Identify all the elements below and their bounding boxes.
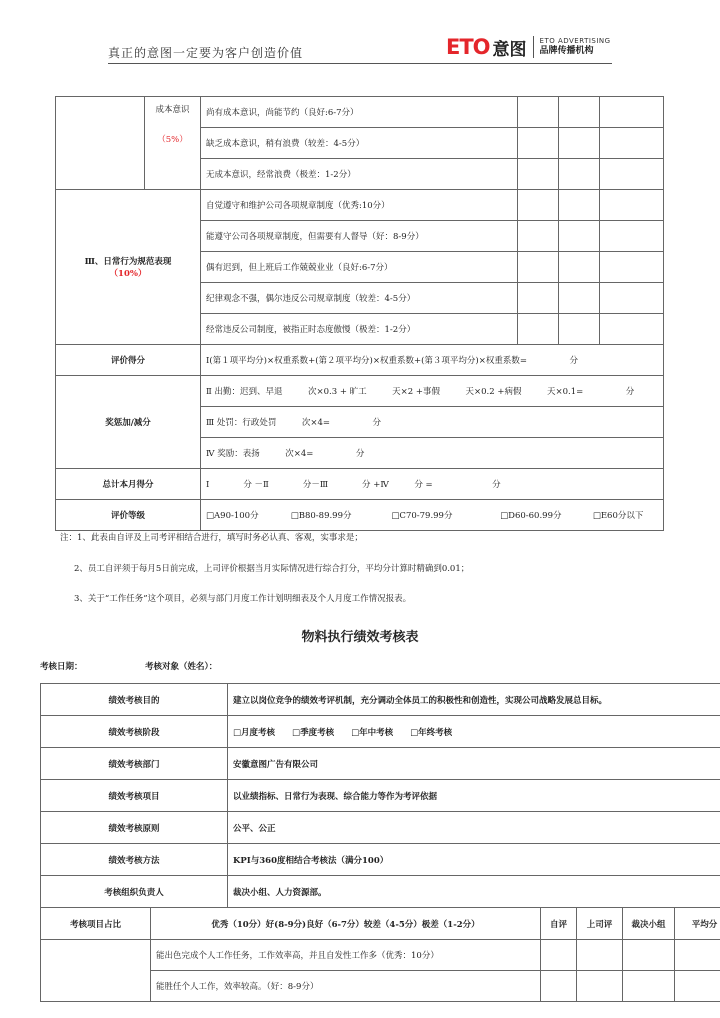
brand-en: ETO ADVERTISING xyxy=(539,37,611,45)
cost-weight: （5%） xyxy=(157,135,188,145)
score-cell[interactable] xyxy=(600,283,664,314)
score-cell[interactable] xyxy=(559,159,600,190)
score-cell[interactable] xyxy=(600,159,664,190)
grade-label: 评价等级 xyxy=(56,500,201,531)
exam-date-label: 考核日期： xyxy=(40,662,83,672)
cost-label-cell xyxy=(145,97,201,190)
score-cell[interactable] xyxy=(518,252,559,283)
header-slogan: 真正的意图一定要为客户创造价值 xyxy=(108,46,304,60)
note-1: 注：1、此表由自评及上司考评相结合进行，填写时务必认真、客观，实事求是； xyxy=(60,533,363,543)
exam-target-label: 考核对象（姓名）： xyxy=(145,662,218,672)
header-rule xyxy=(108,63,612,64)
conduct-row-4: 纪律观念不强，偶尔违反公司规章制度（较差：4-5分） xyxy=(201,283,518,314)
boss-eval-header: 上司评 xyxy=(577,908,623,940)
purpose-value: 建立以岗位竞争的绩效考评机制，充分调动全体员工的积极性和创造性，实现公司战略发展总目标。 xyxy=(228,684,720,716)
score-cell[interactable] xyxy=(600,97,664,128)
total-label: 总计本月得分 xyxy=(56,469,201,500)
average-header: 平均分 xyxy=(675,908,720,940)
grade-c-checkbox[interactable]: □C70-79.99分 xyxy=(391,511,453,521)
grade-d-checkbox[interactable]: □D60-60.99分 xyxy=(500,511,562,521)
grade-options xyxy=(201,500,664,531)
conduct-row-5: 经常违反公司制度，被指正时态度傲慢（极差：1-2分） xyxy=(201,314,518,345)
conduct-label: Ⅲ、日常行为规范表现 xyxy=(84,257,172,267)
score-label: 评价得分 xyxy=(56,345,201,376)
score-cell[interactable] xyxy=(600,128,664,159)
phase-options[interactable]: □月度考核 □季度考核 □年中考核 □年终考核 xyxy=(228,716,720,748)
conduct-row-2: 能遵守公司各项规章制度，但需要有人督导（好：8-9分） xyxy=(201,221,518,252)
logo-divider xyxy=(533,36,534,58)
conduct-label-cell xyxy=(56,190,201,345)
items-value: 以业绩指标、日常行为表现、综合能力等作为考评依据 xyxy=(228,780,720,812)
score-cell[interactable] xyxy=(559,128,600,159)
section2-title: 物料执行绩效考核表 xyxy=(301,630,419,645)
score-cell[interactable] xyxy=(518,159,559,190)
score-cell[interactable] xyxy=(518,283,559,314)
evaluation-table-1 xyxy=(55,96,664,531)
cost-row-2: 缺乏成本意识，稍有浪费（较差：4-5分） xyxy=(201,128,518,159)
organizer-value: 裁决小组、人力资源部。 xyxy=(228,876,720,908)
method-label: 绩效考核方法 xyxy=(41,844,228,876)
score-cell[interactable] xyxy=(518,221,559,252)
score-cell[interactable] xyxy=(675,940,720,971)
conduct-row-3: 偶有迟到，但上班后工作兢兢业业（良好:6-7分） xyxy=(201,252,518,283)
organizer-label: 考核组织负责人 xyxy=(41,876,228,908)
score-cell[interactable] xyxy=(623,971,675,1002)
logo-brand xyxy=(540,38,611,56)
score-cell[interactable] xyxy=(600,252,664,283)
score-cell[interactable] xyxy=(559,221,600,252)
score-cell[interactable] xyxy=(623,940,675,971)
score-cell[interactable] xyxy=(541,971,577,1002)
principle-label: 绩效考核原则 xyxy=(41,812,228,844)
score-row-2: 能胜任个人工作，效率较高。（好：8-9分） xyxy=(151,971,541,1002)
score-scale-header: 优秀（10分）好(8-9分)良好（6-7分）较差（4-5分）极差（1-2分） xyxy=(151,908,541,940)
brand-cn: 品牌传播机构 xyxy=(539,46,594,56)
reward-attendance[interactable]: Ⅱ 出勤：迟到、早退 次×0.3 + 旷工 天×2 +事假 天×0.2 +病假 天×0.1= 分 xyxy=(201,376,664,407)
score-cell[interactable] xyxy=(559,283,600,314)
note-2: 2、员工自评须于每月5日前完成，上司评价根据当月实际情况进行综合打分，平均分计算时精确到0.01； xyxy=(74,564,470,574)
panel-eval-header: 裁决小组 xyxy=(623,908,675,940)
total-formula[interactable]: Ⅰ 分 －Ⅱ 分－Ⅲ 分 +Ⅳ 分 = 分 xyxy=(201,469,664,500)
score-cell[interactable] xyxy=(518,97,559,128)
score-cell[interactable] xyxy=(600,190,664,221)
reward-label: 奖惩加/减分 xyxy=(56,376,201,469)
grade-b-checkbox[interactable]: □B80-89.99分 xyxy=(290,511,352,521)
score-item-header: 考核项目占比 xyxy=(41,908,151,940)
phase-label: 绩效考核阶段 xyxy=(41,716,228,748)
principle-value: 公平、公正 xyxy=(228,812,720,844)
page-header xyxy=(0,0,720,66)
score-cell[interactable] xyxy=(541,940,577,971)
company-logo xyxy=(446,34,611,60)
score-cell[interactable] xyxy=(518,314,559,345)
score-cell[interactable] xyxy=(559,252,600,283)
method-value: KPI与360度相结合考核法（满分100） xyxy=(228,844,720,876)
note-3: 3、关于“工作任务”这个项目，必须与部门月度工作计划明细表及个人月度工作情况报表。 xyxy=(74,594,412,604)
score-cell[interactable] xyxy=(600,221,664,252)
score-cell[interactable] xyxy=(675,971,720,1002)
purpose-label: 绩效考核目的 xyxy=(41,684,228,716)
score-cell[interactable] xyxy=(600,314,664,345)
evaluation-table-2 xyxy=(40,683,720,1002)
logo-cn-text: 意图 xyxy=(492,39,527,60)
cost-row-3: 无成本意识，经常浪费（极差：1-2分） xyxy=(201,159,518,190)
department-label: 绩效考核部门 xyxy=(41,748,228,780)
score-cell[interactable] xyxy=(518,190,559,221)
score-item-blank xyxy=(41,940,151,1002)
conduct-weight: （10%） xyxy=(109,269,147,279)
logo-eto-text: ETO xyxy=(446,35,490,59)
score-cell[interactable] xyxy=(577,940,623,971)
reward-penalty[interactable]: Ⅲ 处罚：行政处罚 次×4= 分 xyxy=(201,407,664,438)
score-cell[interactable] xyxy=(559,97,600,128)
score-cell[interactable] xyxy=(518,128,559,159)
items-label: 绩效考核项目 xyxy=(41,780,228,812)
reward-praise[interactable]: Ⅳ 奖励：表扬 次×4= 分 xyxy=(201,438,664,469)
cost-section-blank xyxy=(56,97,145,190)
department-value: 安徽意图广告有限公司 xyxy=(228,748,720,780)
score-formula[interactable]: Ⅰ(第１项平均分)×权重系数+(第２项平均分)×权重系数+(第３项平均分)×权重系数= 分 xyxy=(201,345,664,376)
cost-row-1: 尚有成本意识，尚能节约（良好:6-7分） xyxy=(201,97,518,128)
self-eval-header: 自评 xyxy=(541,908,577,940)
score-cell[interactable] xyxy=(577,971,623,1002)
score-cell[interactable] xyxy=(559,314,600,345)
score-row-1: 能出色完成个人工作任务，工作效率高，并且自发性工作多（优秀：10分） xyxy=(151,940,541,971)
grade-a-checkbox[interactable]: □A90-100分 xyxy=(206,511,259,521)
conduct-row-1: 自觉遵守和维护公司各项规章制度（优秀:10分） xyxy=(201,190,518,221)
score-cell[interactable] xyxy=(559,190,600,221)
grade-e-checkbox[interactable]: □E60分以下 xyxy=(592,511,644,521)
cost-label: 成本意识 xyxy=(155,105,190,115)
